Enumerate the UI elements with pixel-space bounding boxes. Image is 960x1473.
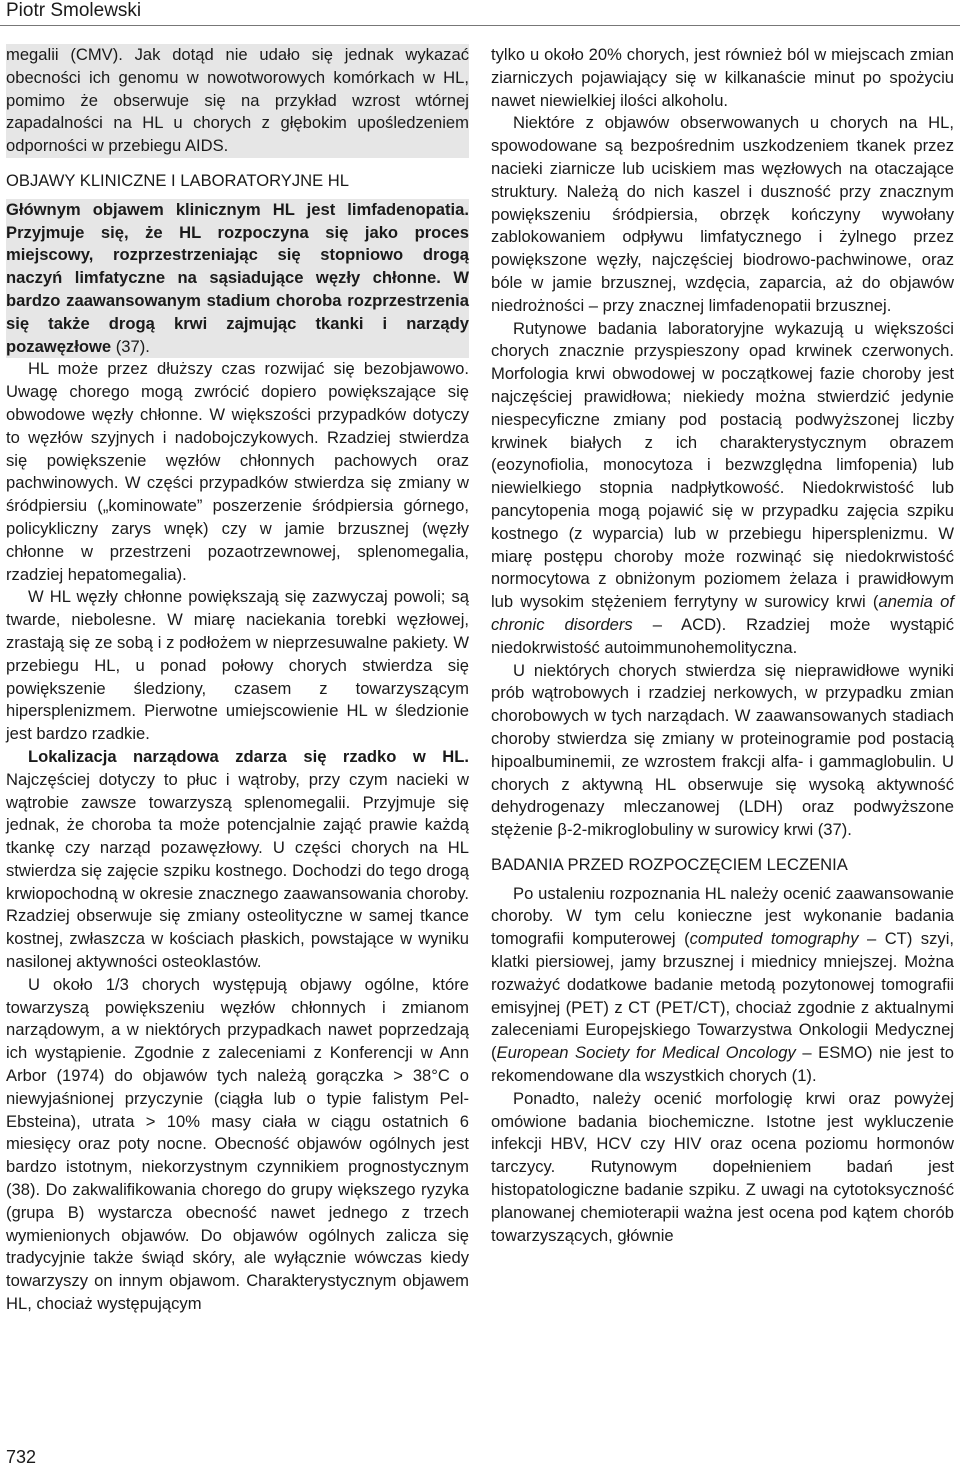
paragraph-organ-localization <box>6 746 469 974</box>
paragraph-staging-a: Po ustaleniu rozpoznania HL należy ocenić zaawansowanie choroby. W tym celu konieczne jest wykonanie badania tomografii komputerowej ( <box>491 883 954 949</box>
paragraph-laboratory-tests-a: Rutynowe badania laboratoryjne wykazują u większości chorych znacznie przyspieszony opad krwinek czerwonych. Morfologia krwi obwodowej w początkowej fazie choroby jest najczęściej prawidłowa; niekiedy można stwierdzić jedynie niespecyficzne zmiany pod postacią podwyższonej liczby krwinek białych z ich charakterystycznym obrazem (eozynofiolia, monocytoza i bezwzględna limfopenia) lub niewielkiego stopnia nadpłytkowość. Niedokrwistość lub pancytopenia mogą pojawić się w przypadku zajęcia szpiku kostnego (z wyparcia) lub w przebiegu hipersplenizmu. W miarę postępu choroby może rozwinąć się niedokrwistość normocytowa z obniżonym poziomem żelaza i prawidłowym lub wysokim stężeniem ferrytyny w surowicy krwi ( <box>491 318 954 612</box>
paragraph-lymphadenopathy <box>6 199 469 359</box>
section-heading-pretreatment: BADANIA PRZED ROZPOCZĘCIEM LECZENIA <box>491 854 848 874</box>
paragraph-asymptomatic: HL może przez dłuższy czas rozwijać się bezobjawowo. Uwagę chorego mogą zwrócić dopiero powiększające się obwodowe węzły chłonne. W większości przypadków dotyczy to węzłów szyjnych i nadobojczykowych. Rzadziej stwierdza się powiększenie węzłów chłonnych pachowych oraz pachwinowych. W części przypadków stwierdza się zmiany w śródpiersiu („kominowate” poszerzenie śródpiersia górnego, policykliczny zarys wnęk) czy w jamie brzusznej (węzły chłonne w przestrzeni pozaotrzewnowej, splenomegalia, rzadziej hepatomegalia). <box>6 359 469 584</box>
header-divider <box>0 25 960 26</box>
paragraph-staging-b: – CT) szyi, klatki piersiowej, jamy brzusznej i miednicy mniejszej. Można rozważyć dodatkowe badanie metodą pozytonowej tomografii emisyjnej (PET) z CT (PET/CT), chociaż zgodnie z aktualnymi zaleceniami Europejskiego Towarzystwa Onkologii Medycznej ( <box>491 929 954 1063</box>
paragraph-laboratory-tests-b: – ACD). Rzadziej może wystąpić niedokrwistość autoimmunohemolityczna. <box>491 614 954 657</box>
paragraph-laboratory-tests-italic: anemia of chronic disorders <box>491 592 955 634</box>
section-heading-clinical-symptoms: OBJAWY KLINICZNE I LABORATORYJNE HL <box>6 170 350 190</box>
paragraph-general-symptoms: U około 1/3 chorych występują objawy ogólne, które towarzyszą powiększeniu węzłów chłonnych i zmianom narządowym, a w niektórych przypadkach nawet poprzedzają ich wystąpienie. Zgodnie z zaleceniami z Konferencji w Ann Arbor (1974) do objawów tych należą gorączka > 38°C o niewyjaśnionej przyczynie (ciągła lub o typie falistym Pel-Ebsteina), utrata > 10% masy ciała w ciągu ostatnich 6 miesięcy oraz poty nocne. Obecność objawów ogólnych jest bardzo istotnym, niekorzystnym czynnikiem prognostycznym (38). Do zakwalifikowania chorego do grupy większego ryzyka (grupa B) wystarcza obecność nawet jednego z trzech wymienionych objawów. Do objawów ogólnych zalicza się tradycyjnie także świąd skóry, ale wyłącznie wówczas kiedy towarzyszy on innym objawom. Charakterystycznym objawem HL, chociaż występującym <box>6 974 469 1314</box>
paragraph-direct-damage: Niektóre z objawów obserwowanych u chorych na HL, spowodowane są bezpośrednim uszkodzeniem tkanek przez nacieki ziarnicze lub uciskiem mas węzłowych na otaczające struktury. Należą do nich kaszel i duszność przy znacznym powiększeniu śródpiersia, obrzęk kończyny wywołany zablokowaniem odpływu limfatycznego i żylnego przez powiększone węzły, najczęściej biodrowo-pachwinowe, oraz bóle w jamie brzusznej, wzdęcia, zaparcia, aż do objawów niedrożności – przy znacznej limfadenopatii brzusznej. <box>491 113 954 315</box>
paragraph-alcohol-pain: tylko u około 20% chorych, jest również ból w miejscach zmian ziarniczych pojawiający się w kilkanaście minut po spożyciu nawet niewielkiej ilości alkoholu. <box>491 45 954 110</box>
page-number: 732 <box>6 1447 37 1467</box>
paragraph-liver-tests: U niektórych chorych stwierdza się nieprawidłowe wyniki prób wątrobowych i rzadziej nerkowych, w przypadku zmian chorobowych w tych narządach. W zaawansowanych stadiach choroby stwierdza się zmiany w proteinogramie pod postacią hipoalbuminemii, ze wzrostem frakcji alfa- i gammaglobulin. U chorych z aktywną HL obserwuje się wysoką aktywność dehydrogenazy mleczanowej (LDH) oraz podwyższone stężenie β-2-mikroglobuliny w surowicy krwi (37). <box>491 660 954 840</box>
paragraph-staging-c: – ESMO) nie jest to rekomendowane dla wszystkich chorych (1). <box>491 1043 955 1086</box>
paragraph-staging-italic-esmo: European Society for Medical Oncology <box>496 1043 796 1063</box>
paragraph-lymph-nodes: W HL węzły chłonne powiększają się zazwyczaj powoli; są twarde, niebolesne. W miarę naciekania torebki węzłowej, zrastają się ze sobą i z podłożem w nieprzesuwalne pakiety. W przebiegu HL, u ponad połowy chorych stwierdza się powiększenie śledziony, czasem z towarzyszącym hipersplenizmem. Pierwotne umiejscowienie HL w śledzionie jest bardzo rzadkie. <box>6 587 469 744</box>
paragraph-additional-tests: Ponadto, należy ocenić morfologię krwi oraz powyżej omówione badania biochemiczne. Istotne jest wykluczenie infekcji HBV, HCV czy HIV oraz ocena poziomu hormonów tarczycy. Rutynowym dopełnieniem badań jest histopatologiczne badanie szpiku. Z uwagi na cytotoksyczność planowanej chemioterapii ważna jest ocena pod kątem chorób towarzyszących, głównie <box>491 1088 954 1245</box>
paragraph-lymphadenopathy-bold: Głównym objawem klinicznym HL jest limfadenopatia. Przyjmuje się, że HL rozpoczyna się jako proces miejscowy, rozprzestrzeniając się stopniowo drogą naczyń limfatyczne na sąsiadujące węzły chłonne. W bardzo zaawansowanym stadium choroba rozprzestrzenia się także drogą krwi zajmując tkanki i narządy pozawęzłowe <box>6 199 469 356</box>
left-column <box>6 44 469 1316</box>
paragraph-lymphadenopathy-ref: (37). <box>111 336 150 356</box>
paragraph-staging <box>491 883 954 1088</box>
paragraph-laboratory-tests <box>491 318 954 660</box>
running-header-author: Piotr Smolewski <box>6 0 142 21</box>
paragraph-organ-localization-text: Najczęściej dotyczy to płuc i wątroby, przy czym nacieki w wątrobie zawsze towarzyszą splenomegalii. Przyjmuje się jednak, że choroba ta może potencjalnie zająć prawie każdą tkankę czy narząd pozawęzłowy. U części chorych na HL stwierdza się zajęcie szpiku kostnego. Dochodzi do tego drogą krwiopochodną w okresie znacznego zaawansowania choroby. Rzadziej obserwuje się zmiany osteolityczne w samej tkance kostnej, zwłaszcza w kościach płaskich, powstające w wyniku nasilonej aktywności osteoklastów. <box>6 769 469 972</box>
paragraph-organ-localization-bold: Lokalizacja narządowa zdarza się rzadko w HL. <box>28 746 469 766</box>
right-column <box>491 44 954 1247</box>
paragraph-staging-italic-ct: computed tomography <box>689 929 859 949</box>
paragraph-cmv: megalii (CMV). Jak dotąd nie udało się jednak wykazać obecności ich genomu w nowotworowych komórkach w HL, pomimo że obserwuje się na przykład wzrost wtórnej zapadalności na HL u chorych z głębokim upośledzeniem odporności w przebiegu AIDS. <box>6 44 469 158</box>
